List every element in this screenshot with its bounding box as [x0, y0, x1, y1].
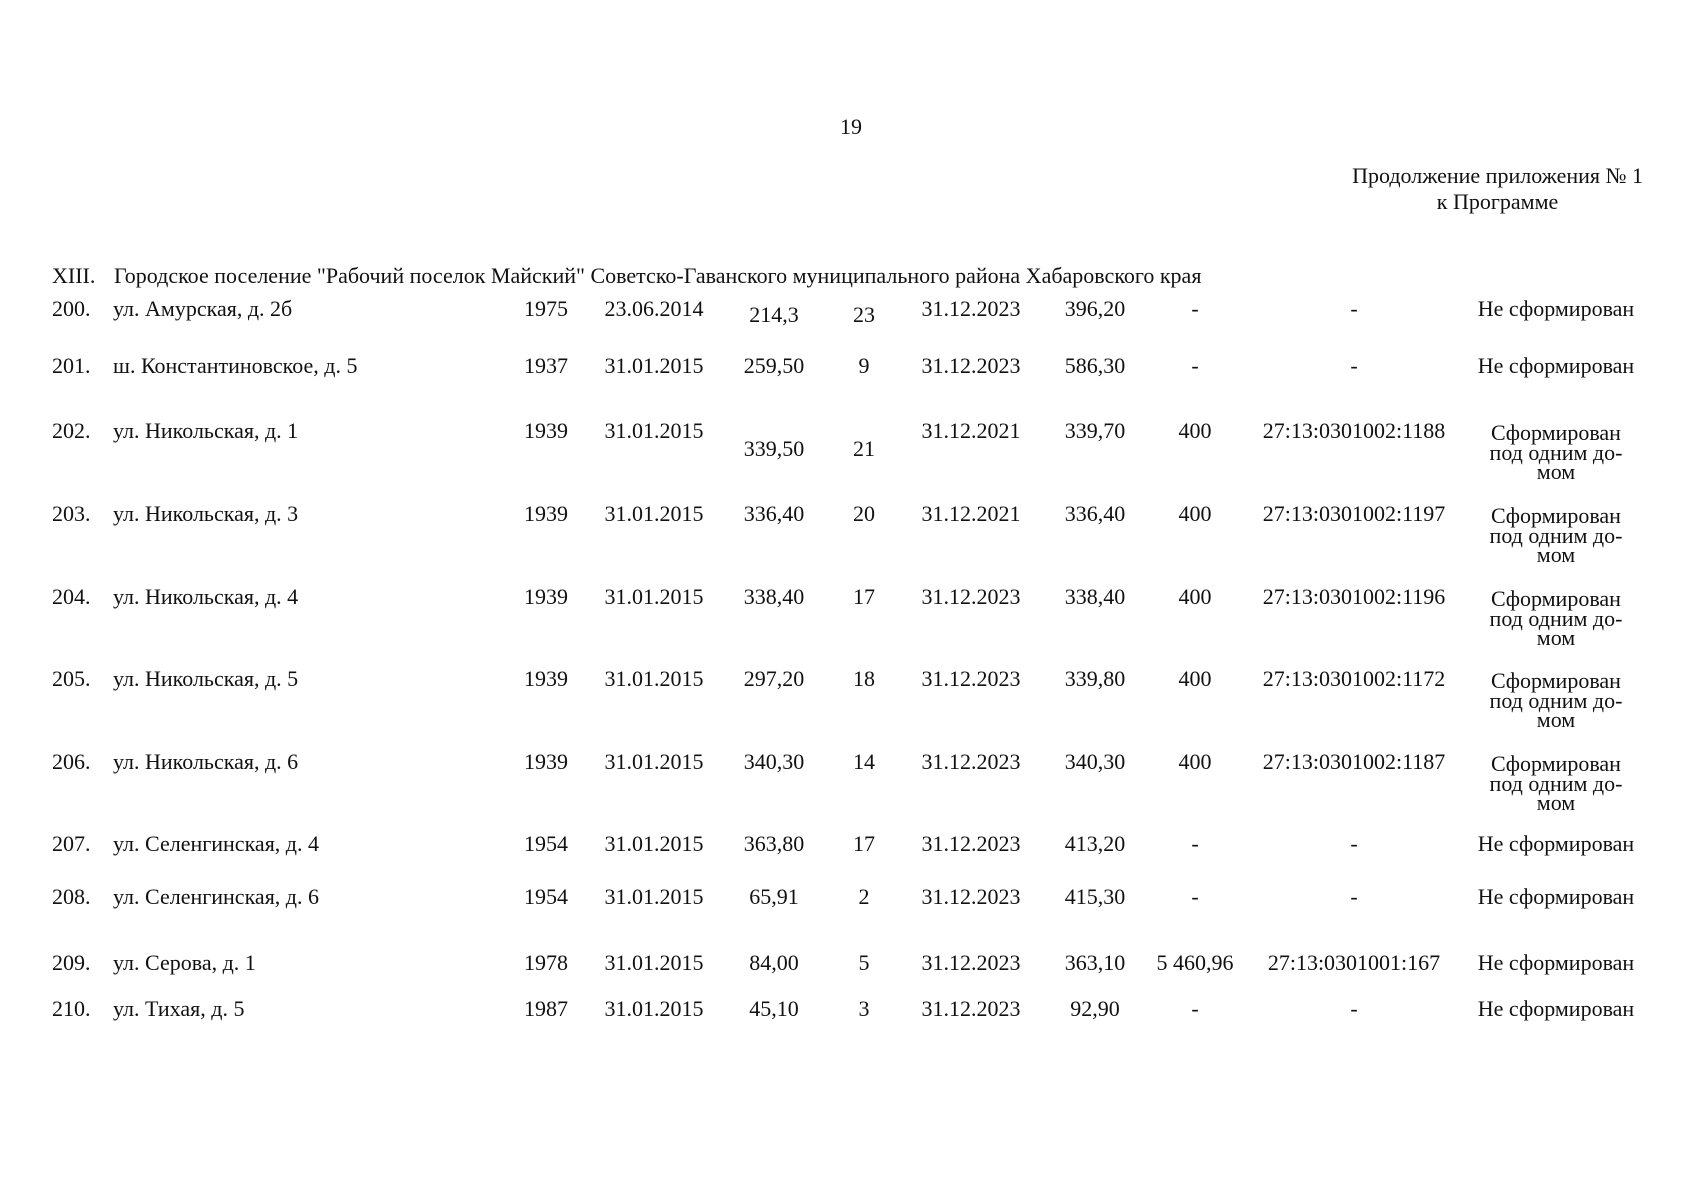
cell-year-built: 1975: [524, 296, 568, 321]
cell-row-number: 201.: [52, 353, 91, 378]
cell-residents-count: 21: [853, 436, 875, 461]
cell-cadastral-number: 27:13:0301002:1188: [1262, 418, 1446, 443]
cell-land-area: 363,10: [1064, 950, 1126, 975]
cell-year-built: 1954: [524, 884, 568, 909]
status-line: мом: [1536, 459, 1576, 484]
status-line: Не сформирован: [1477, 353, 1635, 378]
cell-land-area: 92,90: [1070, 996, 1120, 1021]
cell-land-status: [1463, 668, 1649, 732]
cell-cadastral-number: -: [1350, 831, 1358, 856]
cell-resettlement-deadline: 31.12.2023: [921, 950, 1021, 975]
table-row: [0, 298, 1699, 338]
cell-land-area: 339,80: [1064, 666, 1126, 691]
cell-resettlement-deadline: 31.12.2023: [921, 831, 1021, 856]
table-row: [0, 998, 1699, 1038]
cell-cadastral-number: 27:13:0301002:1197: [1262, 501, 1446, 526]
cell-residents-count: 2: [858, 884, 870, 909]
cell-plot-area: -: [1191, 996, 1199, 1021]
appendix-caption: [1352, 163, 1643, 215]
cell-total-area: 214,3: [749, 302, 799, 327]
cell-address: ул. Серова, д. 1: [113, 950, 256, 975]
cell-cadastral-number: -: [1350, 884, 1358, 909]
cell-total-area: 45,10: [749, 996, 799, 1021]
status-line: мом: [1536, 707, 1576, 732]
status-line: под одним до-: [1489, 523, 1623, 548]
cell-cadastral-number: -: [1350, 353, 1358, 378]
cell-plot-area: 400: [1178, 584, 1212, 609]
cell-land-area: 336,40: [1064, 501, 1126, 526]
cell-land-status: [1463, 833, 1649, 855]
cell-cadastral-number: 27:13:0301001:167: [1267, 950, 1441, 975]
cell-year-built: 1978: [524, 950, 568, 975]
cell-row-number: 209.: [52, 950, 91, 975]
cell-recognition-date: 31.01.2015: [604, 418, 704, 443]
cell-recognition-date: 31.01.2015: [604, 353, 704, 378]
cell-resettlement-deadline: 31.12.2021: [921, 418, 1021, 443]
cell-plot-area: -: [1191, 353, 1199, 378]
table-row: [0, 666, 1699, 732]
section-title: Городское поселение "Рабочий поселок Майский" Советско-Гаванского муниципального района Хабаровского края: [114, 263, 1202, 288]
cell-total-area: 340,30: [743, 749, 805, 774]
cell-land-status: [1463, 420, 1649, 484]
cell-land-status: [1463, 355, 1649, 377]
cell-land-status: [1463, 751, 1649, 815]
status-line: мом: [1536, 625, 1576, 650]
page-number: 19: [840, 114, 862, 139]
cell-year-built: 1987: [524, 996, 568, 1021]
cell-year-built: 1939: [524, 666, 568, 691]
cell-year-built: 1939: [524, 501, 568, 526]
cell-row-number: 206.: [52, 749, 91, 774]
cell-residents-count: 3: [858, 996, 870, 1021]
cell-recognition-date: 31.01.2015: [604, 831, 704, 856]
status-line: Сформирован: [1491, 420, 1621, 445]
cell-cadastral-number: 27:13:0301002:1196: [1262, 584, 1446, 609]
cell-recognition-date: 31.01.2015: [604, 996, 704, 1021]
cell-row-number: 205.: [52, 666, 91, 691]
cell-land-status: [1463, 298, 1649, 320]
cell-land-status: [1463, 998, 1649, 1020]
status-line: под одним до-: [1489, 688, 1623, 713]
status-line: мом: [1536, 790, 1576, 815]
cell-residents-count: 5: [858, 950, 870, 975]
cell-cadastral-number: -: [1350, 296, 1358, 321]
status-line: Не сформирован: [1477, 831, 1635, 856]
cell-land-area: 415,30: [1064, 884, 1126, 909]
cell-residents-count: 17: [853, 831, 875, 856]
section-number: XIII.: [52, 263, 96, 288]
cell-address: ул. Никольская, д. 6: [113, 749, 299, 774]
cell-plot-area: -: [1191, 831, 1199, 856]
cell-resettlement-deadline: 31.12.2023: [921, 353, 1021, 378]
cell-total-area: 84,00: [749, 950, 799, 975]
status-line: Не сформирован: [1477, 884, 1635, 909]
cell-address: ш. Константиновское, д. 5: [113, 353, 358, 378]
cell-resettlement-deadline: 31.12.2023: [921, 666, 1021, 691]
table-row: [0, 501, 1699, 567]
cell-year-built: 1939: [524, 584, 568, 609]
table-row: [0, 952, 1699, 992]
table-row: [0, 418, 1699, 484]
cell-row-number: 208.: [52, 884, 91, 909]
cell-plot-area: -: [1191, 296, 1199, 321]
cell-resettlement-deadline: 31.12.2023: [921, 749, 1021, 774]
status-line: Не сформирован: [1477, 296, 1635, 321]
cell-row-number: 210.: [52, 996, 91, 1021]
cell-plot-area: 400: [1178, 418, 1212, 443]
cell-land-status: [1463, 886, 1649, 908]
cell-land-area: 413,20: [1064, 831, 1126, 856]
cell-cadastral-number: 27:13:0301002:1172: [1262, 666, 1446, 691]
table-row: [0, 355, 1699, 395]
cell-year-built: 1939: [524, 418, 568, 443]
cell-plot-area: 400: [1178, 749, 1212, 774]
cell-land-area: 340,30: [1064, 749, 1126, 774]
cell-address: ул. Никольская, д. 1: [113, 418, 299, 443]
cell-land-area: 338,40: [1064, 584, 1126, 609]
status-line: Не сформирован: [1477, 950, 1635, 975]
cell-land-status: [1463, 952, 1649, 974]
cell-total-area: 363,80: [743, 831, 805, 856]
cell-year-built: 1937: [524, 353, 568, 378]
cell-plot-area: 400: [1178, 501, 1212, 526]
cell-land-status: [1463, 586, 1649, 650]
cell-residents-count: 9: [858, 353, 870, 378]
cell-address: ул. Селенгинская, д. 4: [113, 831, 320, 856]
table-row: [0, 584, 1699, 650]
cell-plot-area: -: [1191, 884, 1199, 909]
cell-total-area: 65,91: [749, 884, 799, 909]
status-line: Сформирован: [1491, 586, 1621, 611]
cell-land-area: 586,30: [1064, 353, 1126, 378]
cell-recognition-date: 31.01.2015: [604, 950, 704, 975]
cell-address: ул. Никольская, д. 5: [113, 666, 299, 691]
table-row: [0, 749, 1699, 815]
cell-row-number: 200.: [52, 296, 91, 321]
cell-recognition-date: 31.01.2015: [604, 749, 704, 774]
status-line: Не сформирован: [1477, 996, 1635, 1021]
cell-total-area: 338,40: [743, 584, 805, 609]
cell-resettlement-deadline: 31.12.2023: [921, 996, 1021, 1021]
cell-residents-count: 18: [853, 666, 875, 691]
status-line: Сформирован: [1491, 751, 1621, 776]
cell-address: ул. Тихая, д. 5: [113, 996, 245, 1021]
cell-year-built: 1954: [524, 831, 568, 856]
cell-total-area: 336,40: [743, 501, 805, 526]
cell-residents-count: 14: [853, 749, 875, 774]
cell-row-number: 202.: [52, 418, 91, 443]
appendix-line-2: к Программе: [1436, 189, 1559, 214]
cell-total-area: 259,50: [743, 353, 805, 378]
table-row: [0, 886, 1699, 926]
cell-residents-count: 23: [853, 302, 875, 327]
cell-row-number: 204.: [52, 584, 91, 609]
cell-resettlement-deadline: 31.12.2021: [921, 501, 1021, 526]
status-line: Сформирован: [1491, 503, 1621, 528]
section-heading: [52, 265, 1201, 287]
cell-total-area: 339,50: [743, 436, 805, 461]
cell-total-area: 297,20: [743, 666, 805, 691]
cell-address: ул. Селенгинская, д. 6: [113, 884, 320, 909]
cell-recognition-date: 31.01.2015: [604, 666, 704, 691]
cell-address: ул. Амурская, д. 2б: [113, 296, 293, 321]
cell-resettlement-deadline: 31.12.2023: [921, 884, 1021, 909]
status-line: под одним до-: [1489, 440, 1623, 465]
appendix-line-1: Продолжение приложения № 1: [1352, 163, 1643, 188]
cell-address: ул. Никольская, д. 3: [113, 501, 299, 526]
cell-residents-count: 20: [853, 501, 875, 526]
cell-plot-area: 400: [1178, 666, 1212, 691]
cell-plot-area: 5 460,96: [1156, 950, 1234, 975]
cell-land-area: 339,70: [1064, 418, 1126, 443]
cell-land-area: 396,20: [1064, 296, 1126, 321]
status-line: под одним до-: [1489, 606, 1623, 631]
cell-recognition-date: 31.01.2015: [604, 584, 704, 609]
cell-resettlement-deadline: 31.12.2023: [921, 296, 1021, 321]
cell-row-number: 207.: [52, 831, 91, 856]
table-row: [0, 833, 1699, 873]
cell-cadastral-number: 27:13:0301002:1187: [1262, 749, 1446, 774]
cell-address: ул. Никольская, д. 4: [113, 584, 299, 609]
cell-residents-count: 17: [853, 584, 875, 609]
cell-resettlement-deadline: 31.12.2023: [921, 584, 1021, 609]
status-line: под одним до-: [1489, 771, 1623, 796]
cell-recognition-date: 31.01.2015: [604, 501, 704, 526]
cell-land-status: [1463, 503, 1649, 567]
cell-cadastral-number: -: [1350, 996, 1358, 1021]
cell-recognition-date: 31.01.2015: [604, 884, 704, 909]
status-line: Сформирован: [1491, 668, 1621, 693]
cell-recognition-date: 23.06.2014: [604, 296, 704, 321]
status-line: мом: [1536, 542, 1576, 567]
cell-year-built: 1939: [524, 749, 568, 774]
cell-row-number: 203.: [52, 501, 91, 526]
